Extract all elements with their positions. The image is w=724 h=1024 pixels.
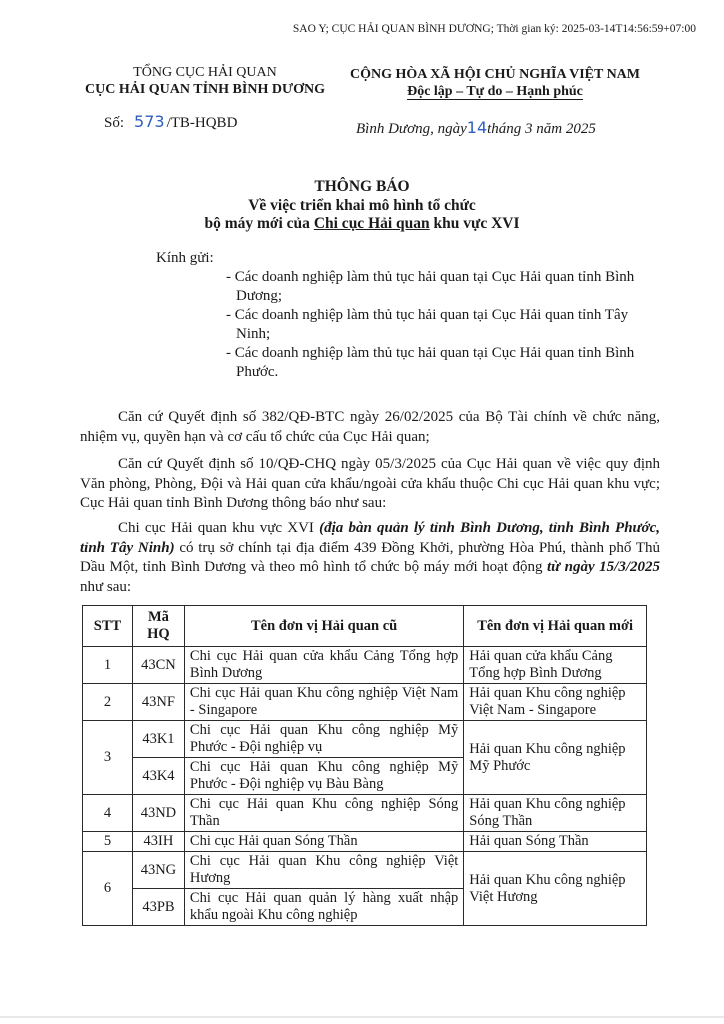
cell-old-name: Chi cục Hải quan Khu công nghiệp Việt Nam - Singapore <box>184 684 463 721</box>
cell-old-name: Chi cục Hải quan Sóng Thần <box>184 832 463 852</box>
cell-new-name: Hải quan Khu công nghiệp Mỹ Phước <box>464 721 647 795</box>
cell-stt: 3 <box>83 721 133 795</box>
doc-number-label: Số: <box>104 115 125 131</box>
cell-old-name: Chi cục Hải quan quản lý hàng xuất nhập khẩu ngoài Khu công nghiệp <box>184 889 463 926</box>
cell-stt: 4 <box>83 795 133 832</box>
parent-agency: TỔNG CỤC HẢI QUAN <box>133 65 277 80</box>
digital-copy-stamp: SAO Y; CỤC HẢI QUAN BÌNH DƯƠNG; Thời gian ký: 2025-03-14T14:56:59+07:00 <box>292 23 696 35</box>
cell-new-name: Hải quan cửa khẩu Cảng Tổng hợp Bình Dương <box>464 647 647 684</box>
page-bottom-divider <box>0 1016 724 1018</box>
recipient-item: - Các doanh nghiệp làm thủ tục hải quan tại Cục Hải quan tỉnh Tây Ninh; <box>226 307 629 342</box>
cell-old-name: Chi cục Hải quan Khu công nghiệp Việt Hương <box>184 852 463 889</box>
table-row <box>83 852 647 889</box>
table-row <box>83 684 647 721</box>
date-prefix: Bình Dương, ngày <box>356 121 467 137</box>
date-day: 14 <box>466 118 488 137</box>
legal-basis-paragraph-1: Căn cứ Quyết định số 382/QĐ-BTC ngày 26/02/2025 của Bộ Tài chính về chức năng, nhiệm vụ, quyền hạn và cơ cấu tổ chức của Cục Hải quan; <box>80 409 660 445</box>
col-header-new-name: Tên đơn vị Hải quan mới <box>464 606 647 647</box>
issuing-agency: CỤC HẢI QUAN TỈNH BÌNH DƯƠNG <box>85 82 325 97</box>
table-header-row <box>83 606 647 647</box>
cell-code: 43PB <box>132 889 184 926</box>
col-header-old-name: Tên đơn vị Hải quan cũ <box>184 606 463 647</box>
customs-units-table <box>82 605 647 926</box>
cell-new-name: Hải quan Khu công nghiệp Sóng Thần <box>464 795 647 832</box>
cell-code: 43CN <box>132 647 184 684</box>
cell-code: 43K1 <box>132 721 184 758</box>
cell-new-name: Hải quan Sóng Thần <box>464 832 647 852</box>
cell-stt: 6 <box>83 852 133 926</box>
doc-number-value: 573 <box>134 112 165 131</box>
cell-code: 43IH <box>132 832 184 852</box>
date-suffix: tháng 3 năm 2025 <box>487 121 596 137</box>
col-header-code: Mã HQ <box>132 606 184 647</box>
cell-new-name: Hải quan Khu công nghiệp Việt Hương <box>464 852 647 926</box>
agency-header <box>66 64 344 98</box>
national-motto <box>330 66 660 100</box>
table-row <box>83 795 647 832</box>
nation-name: CỘNG HÒA XÃ HỘI CHỦ NGHĨA VIỆT NAM <box>349 67 640 82</box>
document-number <box>104 112 237 132</box>
title-line-2: Về việc triển khai mô hình tổ chức <box>248 196 476 214</box>
cell-code: 43NF <box>132 684 184 721</box>
cell-old-name: Chi cục Hải quan Khu công nghiệp Sóng Thần <box>184 795 463 832</box>
cell-old-name: Chi cục Hải quan Khu công nghiệp Mỹ Phước - Đội nghiệp vụ <box>184 721 463 758</box>
motto: Độc lập – Tự do – Hạnh phúc <box>407 84 583 99</box>
recipients-label: Kính gửi: <box>156 250 214 266</box>
announcement-paragraph: Chi cục Hải quan khu vực XVI (địa bàn quản lý tỉnh Bình Dương, tỉnh Bình Phước, tỉnh Tây Ninh) có trụ sở chính tại địa điểm 439 Đồng Khởi, phường Hòa Phú, thành phố Thủ Dầu Một, tỉnh Bình Dương và theo mô hình tổ chức bộ máy mới hoạt động từ ngày 15/3/2025 như sau: <box>80 520 660 595</box>
cell-code: 43NG <box>132 852 184 889</box>
recipient-item: - Các doanh nghiệp làm thủ tục hải quan tại Cục Hải quan tỉnh Bình Dương; <box>226 269 635 304</box>
col-header-stt: STT <box>83 606 133 647</box>
issue-date <box>356 118 596 138</box>
title-line-3: bộ máy mới của Chi cục Hải quan khu vực XVI <box>204 215 520 232</box>
cell-stt: 1 <box>83 647 133 684</box>
cell-new-name: Hải quan Khu công nghiệp Việt Nam - Singapore <box>464 684 647 721</box>
cell-old-name: Chi cục Hải quan cửa khẩu Cảng Tổng hợp Bình Dương <box>184 647 463 684</box>
cell-code: 43ND <box>132 795 184 832</box>
cell-stt: 5 <box>83 832 133 852</box>
cell-code: 43K4 <box>132 758 184 795</box>
doc-number-suffix: /TB-HQBD <box>166 115 238 131</box>
table-row <box>83 721 647 758</box>
recipient-item: - Các doanh nghiệp làm thủ tục hải quan tại Cục Hải quan tỉnh Bình Phước. <box>226 345 635 380</box>
table-row <box>83 832 647 852</box>
document-title <box>0 178 724 234</box>
table-row <box>83 647 647 684</box>
cell-old-name: Chi cục Hải quan Khu công nghiệp Mỹ Phước - Đội nghiệp vụ Bàu Bàng <box>184 758 463 795</box>
legal-basis-paragraph-2: Căn cứ Quyết định số 10/QĐ-CHQ ngày 05/3/2025 của Cục Hải quan về việc quy định Văn phòng, Phòng, Đội và Hải quan cửa khẩu/ngoài cửa khẩu thuộc Chi cục Hải quan khu vực; Cục Hải quan tỉnh Bình Dương thông báo như sau: <box>80 456 660 511</box>
title-line-1: THÔNG BÁO <box>314 178 410 195</box>
cell-stt: 2 <box>83 684 133 721</box>
